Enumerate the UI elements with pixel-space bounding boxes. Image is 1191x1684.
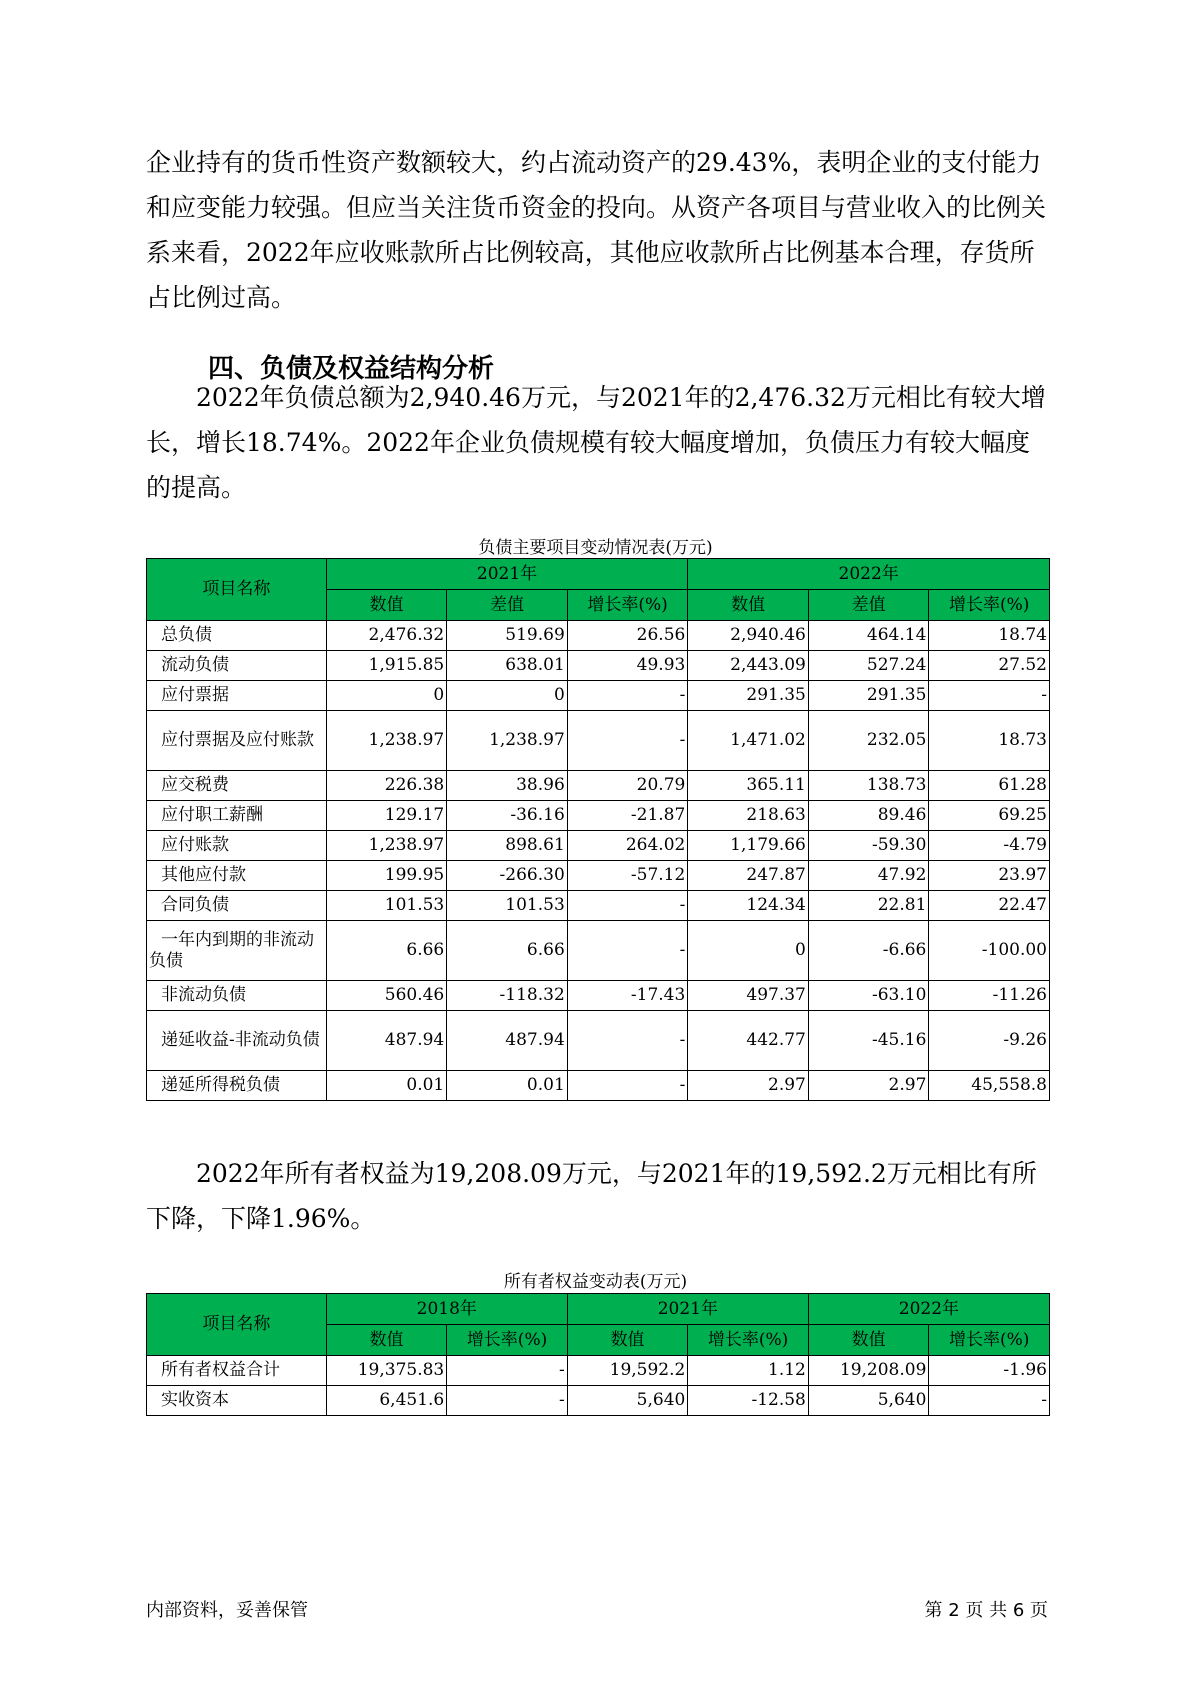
cell-value: - — [929, 681, 1050, 711]
cell-value: 1,238.97 — [326, 711, 447, 771]
subheader: 增长率(%) — [567, 590, 688, 621]
subheader: 增长率(%) — [447, 1325, 568, 1356]
header-item-name: 项目名称 — [147, 559, 327, 621]
cell-value: 218.63 — [688, 801, 809, 831]
row-label: 实收资本 — [147, 1386, 327, 1416]
subheader: 差值 — [447, 590, 568, 621]
cell-value: 291.35 — [688, 681, 809, 711]
cell-value: -6.66 — [808, 921, 929, 981]
cell-value: 497.37 — [688, 981, 809, 1011]
cell-value: 19,208.09 — [808, 1356, 929, 1386]
cell-value: 6.66 — [447, 921, 568, 981]
cell-value: 2.97 — [808, 1071, 929, 1101]
subheader: 增长率(%) — [929, 1325, 1050, 1356]
subheader: 数值 — [808, 1325, 929, 1356]
cell-value: 18.73 — [929, 711, 1050, 771]
row-label: 其他应付款 — [147, 861, 327, 891]
cell-value: 6.66 — [326, 921, 447, 981]
cell-value: -100.00 — [929, 921, 1050, 981]
header-year-2018: 2018年 — [326, 1294, 567, 1325]
table-row — [147, 801, 1050, 831]
row-label: 应付账款 — [147, 831, 327, 861]
cell-value: -45.16 — [808, 1011, 929, 1071]
table-row — [147, 771, 1050, 801]
cell-value: 27.52 — [929, 651, 1050, 681]
paragraph-monetary-assets: 企业持有的货币性资产数额较大，约占流动资产的29.43%，表明企业的支付能力和应变能力较强。但应当关注货币资金的投向。从资产各项目与营业收入的比例关系来看，2022年应收账款所占比例较高，其他应收款所占比例基本合理，存货所占比例过高。 — [146, 148, 1047, 312]
cell-value: 560.46 — [326, 981, 447, 1011]
cell-value: -1.96 — [929, 1356, 1050, 1386]
header-year-2022: 2022年 — [808, 1294, 1049, 1325]
cell-value: - — [567, 681, 688, 711]
table-row — [147, 831, 1050, 861]
cell-value: 20.79 — [567, 771, 688, 801]
table1-caption: 负债主要项目变动情况表(万元) — [478, 538, 713, 558]
cell-value: 442.77 — [688, 1011, 809, 1071]
subheader: 数值 — [688, 590, 809, 621]
row-label: 应付票据 — [147, 681, 327, 711]
cell-value: 487.94 — [447, 1011, 568, 1071]
cell-value: 101.53 — [326, 891, 447, 921]
header-year-2021: 2021年 — [567, 1294, 808, 1325]
row-label: 非流动负债 — [147, 981, 327, 1011]
table-row — [147, 1071, 1050, 1101]
cell-value: 2,443.09 — [688, 651, 809, 681]
table-row — [147, 1356, 1050, 1386]
row-label: 递延收益-非流动负债 — [147, 1011, 327, 1071]
cell-value: 2,940.46 — [688, 621, 809, 651]
cell-value: 19,375.83 — [326, 1356, 447, 1386]
header-year-2022: 2022年 — [688, 559, 1050, 590]
liabilities-table — [146, 558, 1050, 1101]
cell-value: -63.10 — [808, 981, 929, 1011]
cell-value: 22.47 — [929, 891, 1050, 921]
cell-value: 0.01 — [326, 1071, 447, 1101]
cell-value: 638.01 — [447, 651, 568, 681]
cell-value: 1,471.02 — [688, 711, 809, 771]
table-row — [147, 1011, 1050, 1071]
cell-value: 26.56 — [567, 621, 688, 651]
table-row — [147, 861, 1050, 891]
row-label: 一年内到期的非流动负债 — [147, 921, 327, 981]
cell-value: 5,640 — [567, 1386, 688, 1416]
cell-value: 232.05 — [808, 711, 929, 771]
cell-value: - — [447, 1386, 568, 1416]
cell-value: - — [929, 1386, 1050, 1416]
cell-value: 898.61 — [447, 831, 568, 861]
cell-value: -11.26 — [929, 981, 1050, 1011]
cell-value: 264.02 — [567, 831, 688, 861]
footer-page-number: 第 2 页 共 6 页 — [924, 1600, 1048, 1621]
row-label: 所有者权益合计 — [147, 1356, 327, 1386]
cell-value: - — [447, 1356, 568, 1386]
cell-value: 0 — [326, 681, 447, 711]
equity-table — [146, 1293, 1050, 1416]
cell-value: 2.97 — [688, 1071, 809, 1101]
cell-value: 1.12 — [688, 1356, 809, 1386]
table-row — [147, 621, 1050, 651]
cell-value: -266.30 — [447, 861, 568, 891]
row-label: 应付票据及应付账款 — [147, 711, 327, 771]
cell-value: -4.79 — [929, 831, 1050, 861]
table-row — [147, 651, 1050, 681]
section-heading: 四、负债及权益结构分析 — [208, 354, 495, 384]
cell-value: - — [567, 1011, 688, 1071]
cell-value: 0.01 — [447, 1071, 568, 1101]
cell-value: 89.46 — [808, 801, 929, 831]
cell-value: 2,476.32 — [326, 621, 447, 651]
cell-value: 365.11 — [688, 771, 809, 801]
cell-value: 23.97 — [929, 861, 1050, 891]
cell-value: -57.12 — [567, 861, 688, 891]
footer-confidential: 内部资料，妥善保管 — [146, 1600, 308, 1621]
table-row — [147, 921, 1050, 981]
cell-value: 527.24 — [808, 651, 929, 681]
table-row — [147, 981, 1050, 1011]
cell-value: 69.25 — [929, 801, 1050, 831]
cell-value: 5,640 — [808, 1386, 929, 1416]
cell-value: 291.35 — [808, 681, 929, 711]
cell-value: 138.73 — [808, 771, 929, 801]
row-label: 应交税费 — [147, 771, 327, 801]
cell-value: 45,558.8 — [929, 1071, 1050, 1101]
cell-value: -17.43 — [567, 981, 688, 1011]
cell-value: 47.92 — [808, 861, 929, 891]
cell-value: -36.16 — [447, 801, 568, 831]
paragraph-liabilities: 2022年负债总额为2,940.46万元，与2021年的2,476.32万元相比有较大增长，增长18.74%。2022年企业负债规模有较大幅度增加，负债压力有较大幅度的提高。 — [146, 383, 1046, 502]
table-row — [147, 891, 1050, 921]
cell-value: 61.28 — [929, 771, 1050, 801]
subheader: 数值 — [326, 1325, 447, 1356]
table-row — [147, 681, 1050, 711]
cell-value: 18.74 — [929, 621, 1050, 651]
cell-value: 101.53 — [447, 891, 568, 921]
cell-value: -21.87 — [567, 801, 688, 831]
cell-value: 0 — [688, 921, 809, 981]
header-item-name: 项目名称 — [147, 1294, 327, 1356]
cell-value: 226.38 — [326, 771, 447, 801]
cell-value: 22.81 — [808, 891, 929, 921]
row-label: 应付职工薪酬 — [147, 801, 327, 831]
cell-value: 0 — [447, 681, 568, 711]
cell-value: 247.87 — [688, 861, 809, 891]
cell-value: 6,451.6 — [326, 1386, 447, 1416]
cell-value: -12.58 — [688, 1386, 809, 1416]
cell-value: 19,592.2 — [567, 1356, 688, 1386]
cell-value: 1,915.85 — [326, 651, 447, 681]
subheader: 差值 — [808, 590, 929, 621]
cell-value: 124.34 — [688, 891, 809, 921]
table-row — [147, 711, 1050, 771]
cell-value: - — [567, 921, 688, 981]
subheader: 增长率(%) — [688, 1325, 809, 1356]
cell-value: -9.26 — [929, 1011, 1050, 1071]
cell-value: 199.95 — [326, 861, 447, 891]
cell-value: -59.30 — [808, 831, 929, 861]
row-label: 合同负债 — [147, 891, 327, 921]
cell-value: - — [567, 891, 688, 921]
cell-value: - — [567, 711, 688, 771]
paragraph-equity: 2022年所有者权益为19,208.09万元，与2021年的19,592.2万元相比有所下降，下降1.96%。 — [146, 1159, 1037, 1233]
subheader: 增长率(%) — [929, 590, 1050, 621]
subheader: 数值 — [567, 1325, 688, 1356]
cell-value: 1,179.66 — [688, 831, 809, 861]
cell-value: - — [567, 1071, 688, 1101]
cell-value: 1,238.97 — [326, 831, 447, 861]
cell-value: 487.94 — [326, 1011, 447, 1071]
row-label: 总负债 — [147, 621, 327, 651]
cell-value: 464.14 — [808, 621, 929, 651]
subheader: 数值 — [326, 590, 447, 621]
table-row — [147, 1386, 1050, 1416]
header-year-2021: 2021年 — [326, 559, 688, 590]
cell-value: 1,238.97 — [447, 711, 568, 771]
cell-value: 49.93 — [567, 651, 688, 681]
cell-value: -118.32 — [447, 981, 568, 1011]
cell-value: 38.96 — [447, 771, 568, 801]
cell-value: 519.69 — [447, 621, 568, 651]
row-label: 流动负债 — [147, 651, 327, 681]
table2-caption: 所有者权益变动表(万元) — [503, 1272, 688, 1292]
cell-value: 129.17 — [326, 801, 447, 831]
row-label: 递延所得税负债 — [147, 1071, 327, 1101]
